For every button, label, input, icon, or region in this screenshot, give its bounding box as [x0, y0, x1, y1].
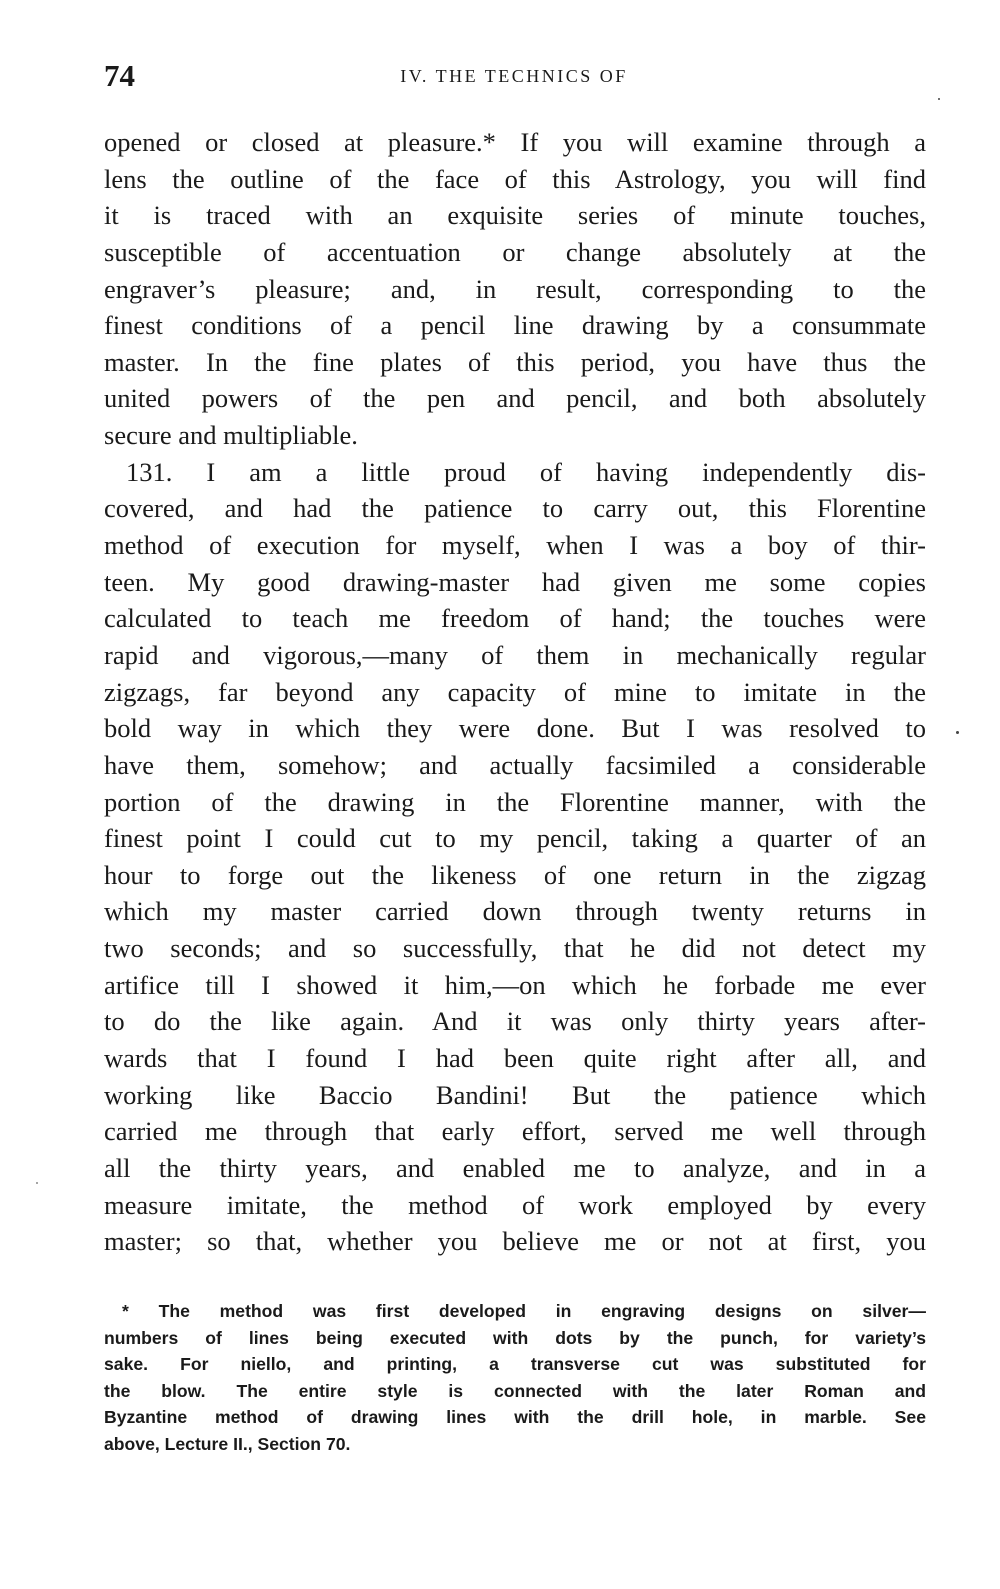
body-line: two seconds; and so successfully, that he did not detect my	[104, 933, 926, 964]
body-line: finest conditions of a pencil line drawing by a consummate	[104, 310, 926, 341]
body-line: lens the outline of the face of this Astrology, you will find	[104, 163, 926, 194]
scan-speck	[36, 1182, 38, 1184]
footnote-line: the blow. The entire style is connected with the later Roman and	[104, 1380, 926, 1401]
body-line: covered, and had the patience to carry out, this Florentine	[104, 493, 926, 524]
body-line: master. In the fine plates of this period, you have thus the	[104, 346, 926, 377]
body-line: engraver’s pleasure; and, in result, corresponding to the	[104, 273, 926, 304]
body-line: all the thirty years, and enabled me to analyze, and in a	[104, 1152, 926, 1183]
body-line: wards that I found I had been quite right after all, and	[104, 1043, 926, 1074]
footnote-line: above, Lecture II., Section 70.	[104, 1433, 351, 1454]
body-line: have them, somehow; and actually facsimiled a considerable	[104, 749, 926, 780]
body-line: finest point I could cut to my pencil, taking a quarter of an	[104, 823, 926, 854]
body-line: rapid and vigorous,—many of them in mechanically regular	[104, 639, 926, 670]
footnote	[104, 1298, 926, 1458]
footnote-line: Byzantine method of drawing lines with the drill hole, in marble. See	[104, 1407, 926, 1428]
page-header	[104, 56, 924, 96]
body-line: it is traced with an exquisite series of minute touches,	[104, 200, 926, 231]
scan-speck	[956, 731, 959, 734]
body-line: zigzags, far beyond any capacity of mine to imitate in the	[104, 676, 926, 707]
body-line: susceptible of accentuation or change absolutely at the	[104, 236, 926, 267]
body-line: working like Baccio Bandini! But the patience which	[104, 1079, 926, 1110]
page-number: 74	[104, 58, 135, 93]
body-line: opened or closed at pleasure.* If you will examine through a	[104, 127, 926, 157]
body-line: portion of the drawing in the Florentine manner, with the	[104, 786, 926, 817]
body-line: calculated to teach me freedom of hand; the touches were	[104, 603, 926, 634]
body-line: method of execution for myself, when I was a boy of thir-	[104, 530, 926, 561]
body-line: united powers of the pen and pencil, and both absolutely	[104, 383, 926, 414]
body-line: bold way in which they were done. But I was resolved to	[104, 713, 926, 744]
body-line: to do the like again. And it was only thirty years after-	[104, 1006, 926, 1037]
footnote-line: * The method was first developed in engraving designs on silver—	[122, 1301, 926, 1321]
body-line: teen. My good drawing-master had given me some copies	[104, 566, 926, 597]
body-line: carried me through that early effort, served me well through	[104, 1116, 926, 1147]
body-line: secure and multipliable.	[104, 420, 358, 451]
scan-speck	[938, 98, 940, 100]
body-line: artifice till I showed it him,—on which he forbade me ever	[104, 969, 926, 1000]
running-head: IV. THE TECHNICS OF	[400, 66, 628, 86]
body-line: which my master carried down through twenty returns in	[104, 896, 926, 927]
body-line: master; so that, whether you believe me or not at first, you	[104, 1226, 926, 1257]
footnote-line: sake. For niello, and printing, a transverse cut was substituted for	[104, 1354, 926, 1375]
body-line: hour to forge out the likeness of one return in the zigzag	[104, 859, 926, 890]
body-text	[104, 124, 926, 1260]
footnote-line: numbers of lines being executed with dots by the punch, for variety’s	[104, 1327, 926, 1348]
paragraph-131-start: 131. I am a little proud of having independently dis-	[126, 456, 926, 487]
body-line: measure imitate, the method of work employed by every	[104, 1189, 926, 1220]
